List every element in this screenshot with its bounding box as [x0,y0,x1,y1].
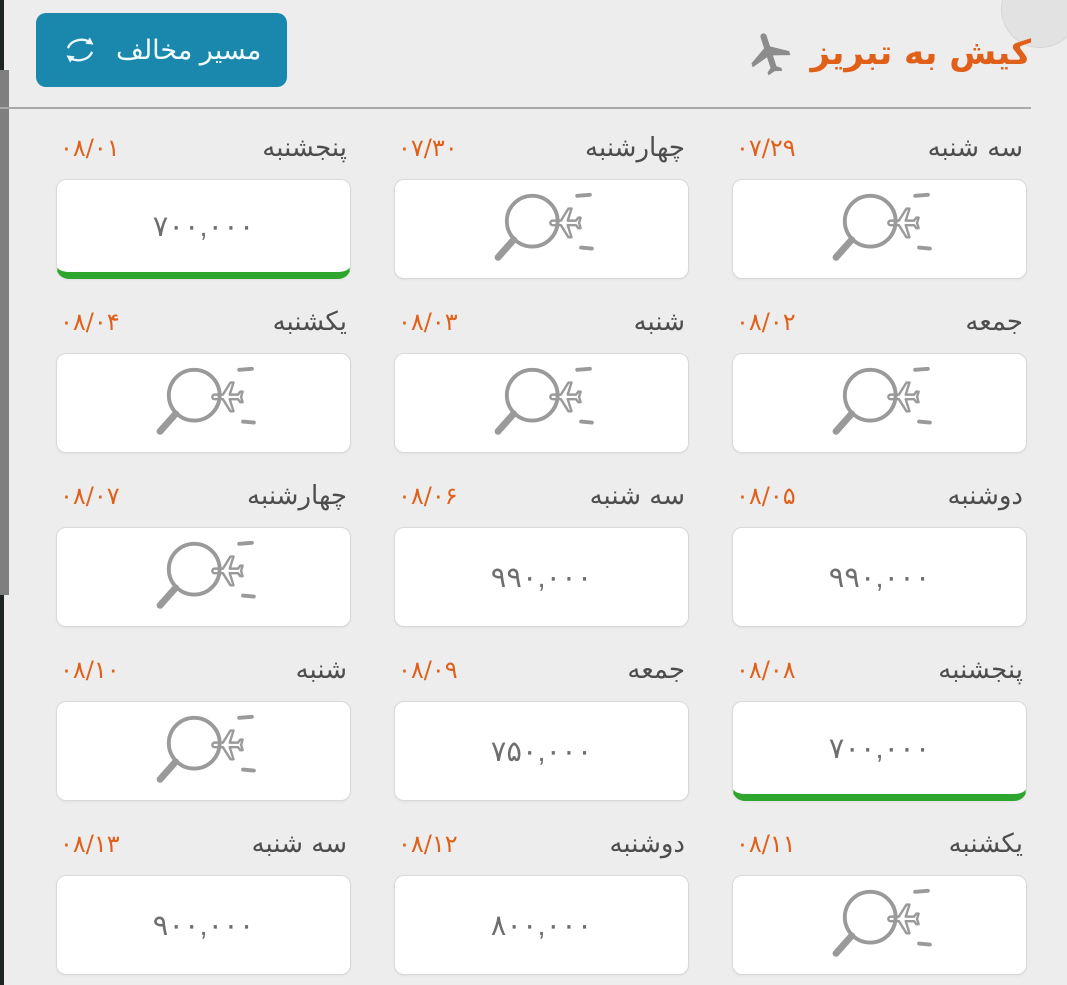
date-label: ۰۷/۲۹ [736,134,796,162]
scrollbar-thumb[interactable] [0,70,9,595]
search-flight-icon [145,534,263,620]
price-card[interactable] [56,179,351,279]
day-cell [732,829,1027,975]
price-value: ۷۰۰,۰۰۰ [828,732,931,765]
price-grid [57,133,1027,975]
day-label: یکشنبه [948,829,1023,859]
airplane-icon [738,21,801,84]
date-label: ۰۸/۰۵ [736,482,796,510]
price-value: ۹۰۰,۰۰۰ [152,909,255,942]
day-label: جمعه [965,307,1023,337]
day-cell [56,655,351,801]
date-label: ۰۸/۱۱ [736,830,796,858]
search-flight-icon [145,360,263,446]
page-title: کیش به تبریز [810,33,1031,73]
reverse-route-label: مسیر مخالف [116,34,262,65]
day-label: جمعه [627,655,685,685]
day-cell [732,307,1027,453]
price-card[interactable] [56,875,351,975]
date-label: ۰۸/۰۳ [398,308,458,336]
date-label: ۰۸/۰۶ [398,482,458,510]
date-label: ۰۸/۰۴ [60,308,120,336]
cell-header [394,829,689,861]
reverse-route-button[interactable] [36,13,287,87]
date-label: ۰۸/۰۷ [60,482,120,510]
day-cell [56,133,351,279]
price-value: ۹۹۰,۰۰۰ [490,561,593,594]
price-card[interactable] [56,527,351,627]
date-label: ۰۸/۰۲ [736,308,796,336]
search-flight-icon [821,360,939,446]
date-label: ۰۸/۱۰ [60,656,120,684]
header-divider [0,107,1031,109]
cell-header [732,133,1027,165]
price-card[interactable] [56,353,351,453]
search-flight-icon [145,708,263,794]
price-value: ۸۰۰,۰۰۰ [490,909,593,942]
swap-route-icon [62,34,98,66]
day-label: دوشنبه [947,481,1023,511]
day-label: چهارشنبه [247,481,347,511]
price-card[interactable] [732,875,1027,975]
price-card[interactable] [394,875,689,975]
price-card[interactable] [732,179,1027,279]
day-cell [56,307,351,453]
date-label: ۰۸/۱۲ [398,830,458,858]
day-cell [394,655,689,801]
price-card[interactable] [394,701,689,801]
cell-header [56,655,351,687]
cell-header [56,133,351,165]
day-cell [732,481,1027,627]
day-cell [394,133,689,279]
cell-header [394,307,689,339]
day-label: دوشنبه [609,829,685,859]
price-card[interactable] [732,353,1027,453]
date-label: ۰۸/۰۸ [736,656,796,684]
day-label: شنبه [633,307,685,337]
cell-header [732,655,1027,687]
cell-header [56,307,351,339]
date-label: ۰۷/۳۰ [398,134,458,162]
day-cell [394,307,689,453]
price-card[interactable] [732,701,1027,801]
search-flight-icon [483,186,601,272]
cell-header [394,655,689,687]
cell-header [56,829,351,861]
day-label: چهارشنبه [585,133,685,163]
price-card[interactable] [394,179,689,279]
day-label: پنجشنبه [938,655,1023,685]
date-label: ۰۸/۰۹ [398,656,458,684]
cell-header [56,481,351,513]
day-cell [394,829,689,975]
day-cell [732,655,1027,801]
day-cell [56,481,351,627]
price-value: ۹۹۰,۰۰۰ [828,561,931,594]
cell-header [732,307,1027,339]
day-label: پنجشنبه [262,133,347,163]
day-label: سه شنبه [589,481,685,511]
day-label: سه شنبه [927,133,1023,163]
date-label: ۰۸/۱۳ [60,830,120,858]
cell-header [732,829,1027,861]
day-cell [394,481,689,627]
day-label: سه شنبه [251,829,347,859]
search-flight-icon [821,186,939,272]
search-flight-icon [821,882,939,968]
cell-header [394,133,689,165]
search-flight-icon [483,360,601,446]
price-card[interactable] [394,527,689,627]
price-card[interactable] [394,353,689,453]
day-label: یکشنبه [272,307,347,337]
day-label: شنبه [295,655,347,685]
date-label: ۰۸/۰۱ [60,134,120,162]
cell-header [732,481,1027,513]
price-card[interactable] [56,701,351,801]
day-cell [56,829,351,975]
day-cell [732,133,1027,279]
cell-header [394,481,689,513]
route-header [745,28,1032,78]
price-value: ۷۰۰,۰۰۰ [152,210,255,243]
price-card[interactable] [732,527,1027,627]
price-value: ۷۵۰,۰۰۰ [490,735,593,768]
